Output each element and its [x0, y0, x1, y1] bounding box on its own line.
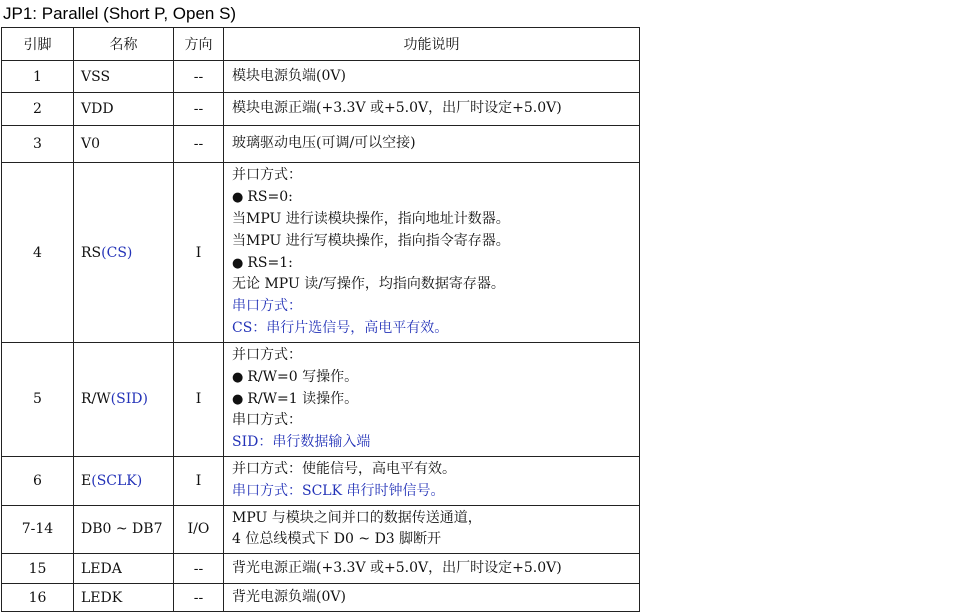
function-line: 串口方式：	[232, 412, 302, 429]
pin-direction: --	[174, 584, 224, 612]
pin-name	[74, 163, 174, 343]
function-line: 玻璃驱动电压(可调/可以空接)	[232, 135, 416, 152]
function-line: 当MPU 进行写模块操作，指向指令寄存器。	[232, 232, 510, 249]
pin-direction: I/O	[174, 505, 224, 554]
pin-name: VSS	[74, 61, 174, 93]
table-row	[2, 126, 640, 163]
function-line	[232, 367, 635, 389]
function-line: 并口方式：使能信号，高电平有效。	[232, 460, 456, 477]
function-line: MPU 与模块之间并口的数据传送通道，	[232, 509, 482, 526]
pin-function	[224, 505, 640, 554]
pin-name: V0	[74, 126, 174, 163]
function-line	[232, 187, 635, 209]
pin-number: 7-14	[2, 505, 74, 554]
function-line: 无论 MPU 读/写操作，均指向数据寄存器。	[232, 276, 505, 293]
pin-number: 1	[2, 61, 74, 93]
table-row	[2, 163, 640, 343]
pin-direction: I	[174, 456, 224, 505]
function-text: R/W=1 读操作。	[247, 390, 359, 407]
function-text: R/W=0 写操作。	[247, 368, 359, 385]
function-line: SID：串行数据输入端	[232, 434, 371, 451]
function-line: 并口方式：	[232, 347, 302, 363]
function-line: CS：串行片选信号，高电平有效。	[232, 319, 449, 336]
function-text: RS=0:	[247, 189, 293, 206]
pin-name	[74, 456, 174, 505]
document-title: JP1: Parallel (Short P, Open S)	[3, 4, 237, 23]
header-name: 名称	[74, 28, 174, 61]
pin-number: 5	[2, 343, 74, 457]
table-row	[2, 554, 640, 584]
table-row	[2, 61, 640, 93]
header-direction: 方向	[174, 28, 224, 61]
function-line	[232, 389, 635, 411]
table-row	[2, 456, 640, 505]
bullet-icon: ●	[232, 391, 244, 407]
pin-direction: I	[174, 343, 224, 457]
pin-name: DB0 ~ DB7	[74, 505, 174, 554]
pin-function	[224, 93, 640, 126]
pin-function	[224, 584, 640, 612]
header-pin: 引脚	[2, 28, 74, 61]
function-line: 串口方式：SCLK 串行时钟信号。	[232, 482, 445, 499]
function-line	[232, 253, 635, 275]
pin-name-serial: (SCLK)	[91, 472, 143, 489]
function-line: 串口方式：	[232, 298, 302, 315]
pin-function	[224, 163, 640, 343]
pin-name-parallel: R/W	[81, 391, 111, 408]
pin-name: LEDK	[74, 584, 174, 612]
pin-function	[224, 343, 640, 457]
pin-function	[224, 61, 640, 93]
pin-function	[224, 456, 640, 505]
pin-name: VDD	[74, 93, 174, 126]
pin-number: 4	[2, 163, 74, 343]
pin-number: 2	[2, 93, 74, 126]
pin-name-serial: (CS)	[101, 244, 133, 261]
table-row	[2, 93, 640, 126]
bullet-icon: ●	[232, 369, 244, 385]
function-line: 模块电源正端(+3.3V 或+5.0V，出厂时设定+5.0V)	[232, 100, 562, 117]
function-line: 模块电源负端(0V)	[232, 67, 346, 84]
pin-function-table	[1, 27, 640, 612]
pin-name-parallel: RS	[81, 244, 102, 261]
table-row	[2, 343, 640, 457]
function-line: 4 位总线模式下 D0 ~ D3 脚断开	[232, 531, 442, 548]
function-line: 背光电源正端(+3.3V 或+5.0V，出厂时设定+5.0V)	[232, 559, 562, 576]
bullet-icon: ●	[232, 255, 244, 271]
table-row	[2, 505, 640, 554]
function-line: 并口方式：	[232, 167, 302, 184]
table-row	[2, 584, 640, 612]
pin-direction: --	[174, 61, 224, 93]
pin-name-serial: (SID)	[110, 391, 148, 408]
function-text: RS=1:	[247, 254, 293, 271]
function-line: 当MPU 进行读模块操作，指向地址计数器。	[232, 210, 510, 227]
pin-direction: I	[174, 163, 224, 343]
pin-name	[74, 343, 174, 457]
table-header-row	[2, 28, 640, 61]
pin-function	[224, 126, 640, 163]
function-line: 背光电源负端(0V)	[232, 588, 346, 605]
pin-number: 6	[2, 456, 74, 505]
header-function: 功能说明	[224, 28, 640, 61]
pin-number: 3	[2, 126, 74, 163]
pin-number: 16	[2, 584, 74, 612]
pin-direction: --	[174, 93, 224, 126]
pin-number: 15	[2, 554, 74, 584]
pin-function	[224, 554, 640, 584]
bullet-icon: ●	[232, 190, 244, 206]
pin-direction: --	[174, 126, 224, 163]
pin-name: LEDA	[74, 554, 174, 584]
pin-direction: --	[174, 554, 224, 584]
pin-name-parallel: E	[81, 472, 92, 489]
